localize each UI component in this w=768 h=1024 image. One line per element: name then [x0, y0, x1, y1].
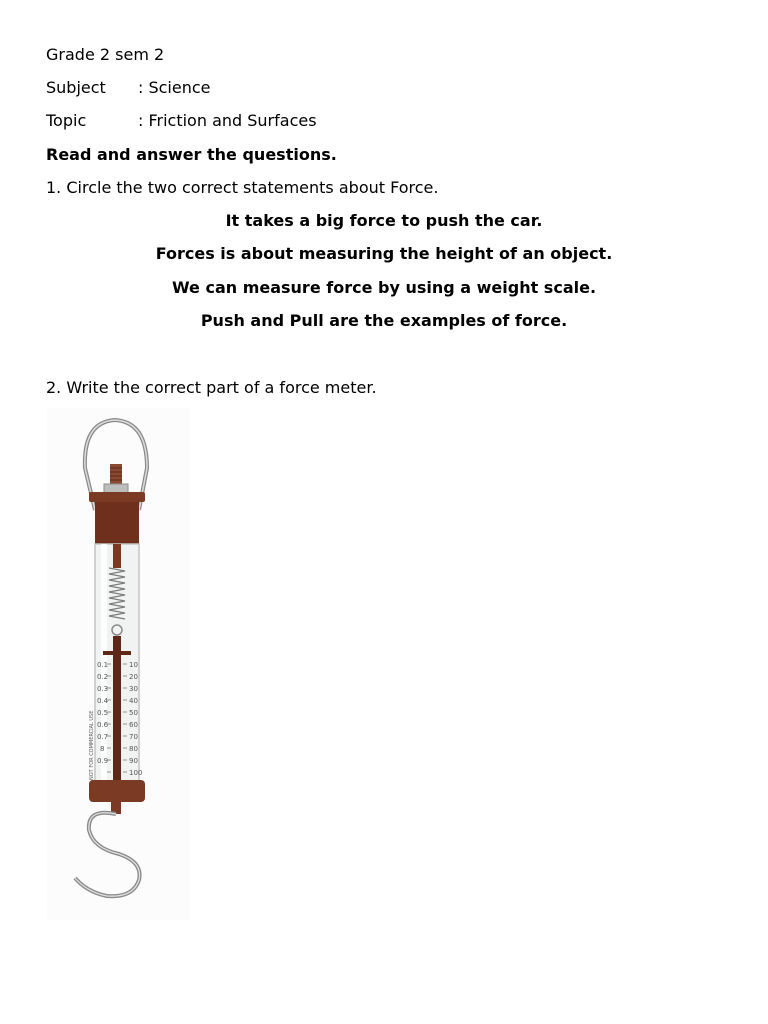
scale-right-label: 60 — [129, 721, 138, 729]
s-hook-highlight — [75, 813, 140, 896]
side-warning-text: NOT FOR COMMERCIAL USE — [89, 710, 95, 780]
scale-right-label: 40 — [129, 697, 138, 705]
scale-left-label: 0.9 — [97, 757, 109, 765]
scale-right-label: 50 — [129, 709, 138, 717]
scale-left-label: 0.3 — [97, 685, 109, 693]
scale-right-label: 100 — [129, 769, 143, 777]
top-cap-rim — [89, 492, 145, 502]
statement-3[interactable]: We can measure force by using a weight scale. — [171, 278, 597, 297]
subject-label: Subject — [46, 78, 106, 97]
statement-1[interactable]: It takes a big force to push the car. — [225, 211, 543, 230]
scale-left-label: 0.7 — [97, 733, 109, 741]
topic-value: : Friction and Surfaces — [138, 111, 317, 130]
scale-right-label: 70 — [129, 733, 138, 741]
statement-4[interactable]: Push and Pull are the examples of force. — [200, 311, 568, 330]
scale-right-label: 10 — [129, 661, 138, 669]
top-cap — [95, 502, 139, 544]
question-1-prompt: 1. Circle the two correct statements about Force. — [46, 178, 439, 197]
topic-label: Topic — [46, 111, 87, 130]
force-meter-drawing — [47, 408, 190, 920]
force-meter-image — [47, 408, 190, 920]
scale-left-label: 0.2 — [97, 673, 109, 681]
scale-right-label: 30 — [129, 685, 138, 693]
scale-left-label: 0.1 — [97, 661, 109, 669]
scale-left-label: 8 — [100, 745, 105, 753]
scale-right-label: 90 — [129, 757, 138, 765]
scale-left-label: 0.4 — [97, 697, 109, 705]
scale-left-label: 0.6 — [97, 721, 109, 729]
instruction-heading: Read and answer the questions. — [46, 145, 337, 164]
statement-2[interactable]: Forces is about measuring the height of an object. — [155, 244, 613, 263]
indicator-rod — [113, 636, 121, 786]
indicator-pointer — [103, 651, 131, 655]
scale-left-label: 0.5 — [97, 709, 109, 717]
bottom-cap — [89, 780, 145, 802]
adjust-screw — [110, 464, 122, 486]
question-2-prompt: 2. Write the correct part of a force meter. — [46, 378, 377, 397]
subject-value: : Science — [138, 78, 211, 97]
topic-line — [46, 111, 317, 131]
s-hook — [75, 813, 140, 896]
scale-right-label: 80 — [129, 745, 138, 753]
subject-line — [46, 78, 211, 98]
inner-rod — [113, 544, 121, 568]
grade-line: Grade 2 sem 2 — [46, 45, 165, 64]
scale-right-label: 20 — [129, 673, 138, 681]
